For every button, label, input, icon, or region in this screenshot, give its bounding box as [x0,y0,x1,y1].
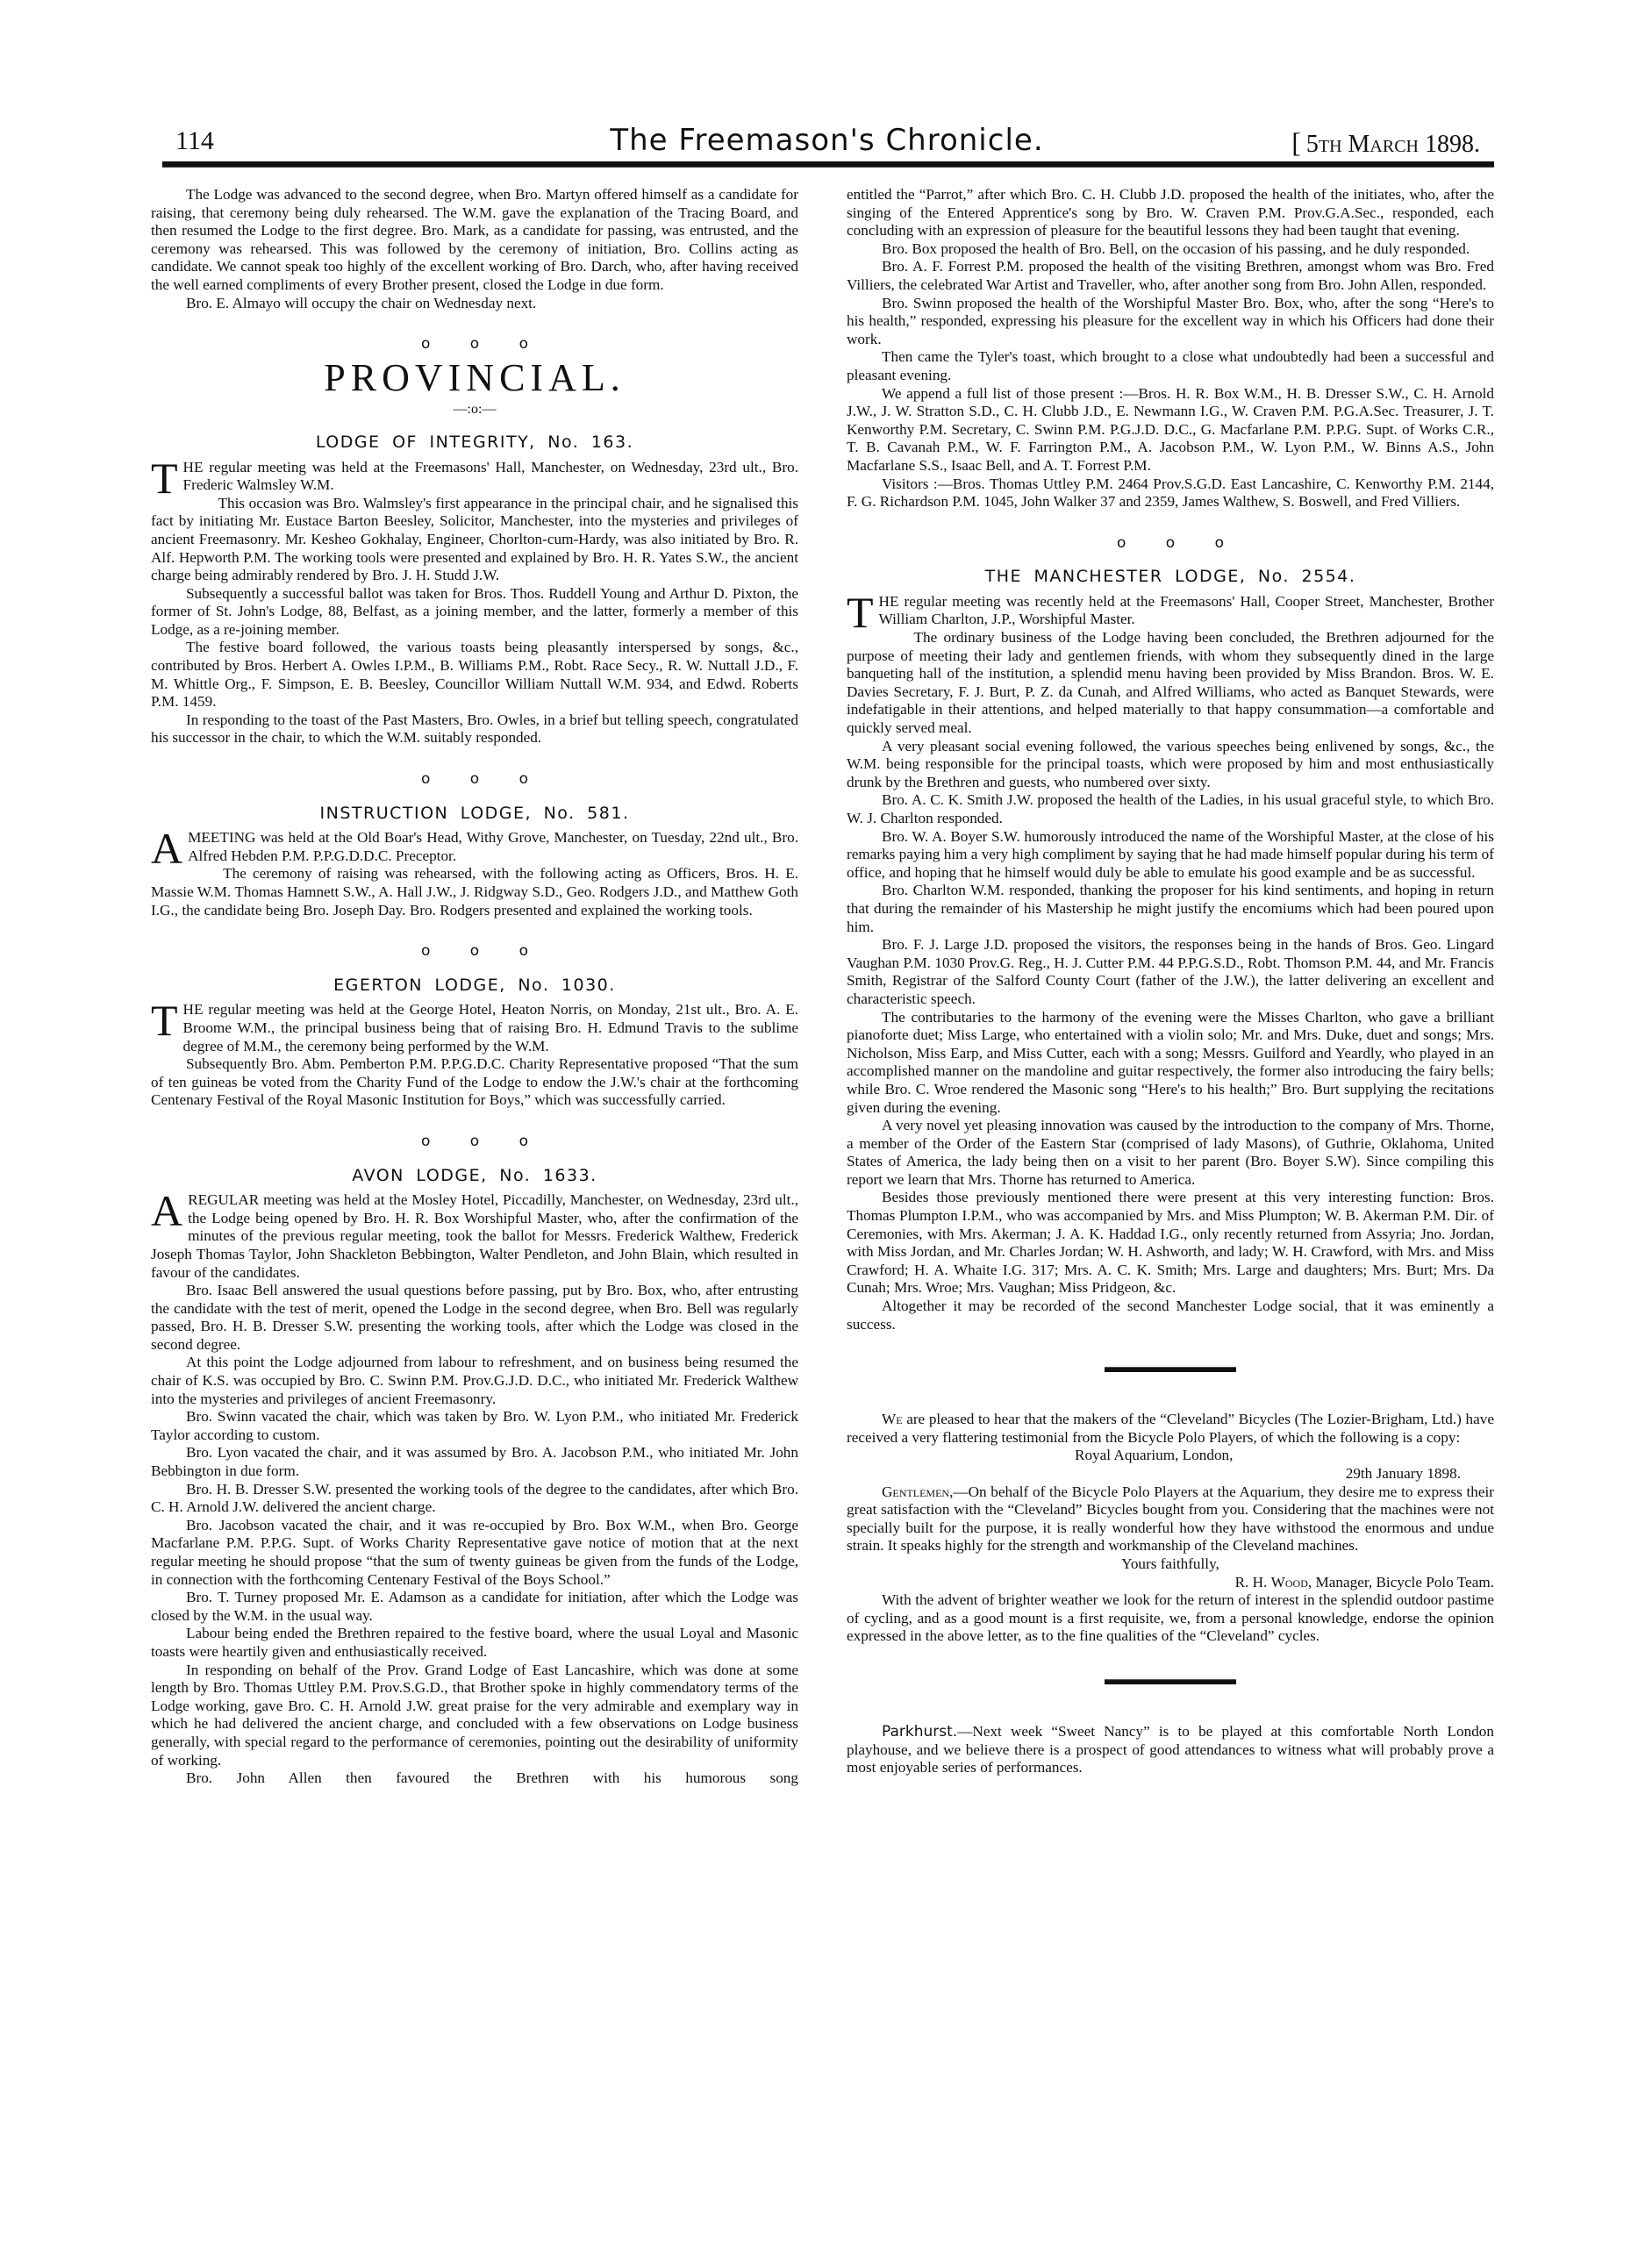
page-number: 114 [175,126,214,155]
paragraph: Bro. Swinn proposed the health of the Worshipful Master Bro. Box, who, after the song “Here's to his health,” responded, expressing his pleasure for the excellent way in which his Officers had done their work. [847,294,1494,347]
paragraph: Subsequently Bro. Abm. Pemberton P.M. P.P.G.D.C. Charity Representative proposed “That the sum of ten guineas be voted from the Charity Fund of the Lodge to endow the J.W.'s chair at the forthcoming Centenary Festival of the Royal Masonic Institution for Boys,” which was successfully carried. [151,1055,798,1109]
paragraph: In responding on behalf of the Prov. Grand Lodge of East Lancashire, which was done at some length by Bro. Thomas Uttley P.M. Prov.S.G.D., that Brother spoke in highly commendatory terms of the Lodge working, gave Bro. C. H. Arnold J.W. great praise for the very admirable and exemplary way in which he had delivered the ancient charge, and concluded with a few observations on Lodge business generally, with special regard to the performance of ceremonies, pointing out the desirability of uniformity of working. [151,1661,798,1769]
section-separator: o o o [420,335,528,354]
paragraph: Besides those previously mentioned there were present at this very interesting function: Bros. Thomas Plumpton I.P.M., who was accompanied by Mrs. and Miss Plumpton; W. B. Akerman P.M. Dir. of Ceremonies, with Mrs. Akerman; J. A. K. Haddad I.G., only recently returned from Assyria; Jno. Jordan, with Miss Jordan, and Mr. Charles Jordan; W. H. Ashworth, and lady; W. H. Crawford, with Mrs. and Miss Crawford; H. A. Whaite I.G. 317; Mrs. A. C. K. Smith; Mrs. Large and daughters; Mrs. Burt; Mrs. Da Cunah; Mrs. Wroe; Mrs. Vaughan; Miss Pridgeon, &c. [847,1189,1494,1297]
section-separator: o o o [420,1132,528,1150]
paragraph: At this point the Lodge adjourned from labour to refreshment, and on business being resumed the chair of K.S. was occupied by Bro. C. Swinn P.M. Prov.G.J.D. D.C., who initiated Mr. Frederick Walthew into the mysteries and privileges of ancient Freemasonry. [151,1354,798,1407]
paragraph: Bro. Charlton W.M. responded, thanking the proposer for his kind sentiments, and hoping in return that during the remainder of his Mastership he might justify the encomiums which had been poured upon him. [847,882,1494,935]
article-lead [151,1186,798,1282]
drop-cap: T [151,996,178,1046]
section-separator: o o o [420,942,528,961]
signature-initials: R. H. [1234,1573,1271,1591]
lead-text: HE regular meeting was held at the George Hotel, Heaton Norris, on Monday, 21st ult., Bro. A. E. Broome W.M., the principal business being that of raising Bro. H. Edmund Travis to the sublime degree of M.M., the ceremony being performed by the W.M. [182,1001,798,1054]
cleveland-intro [847,1411,1494,1447]
lead-smallcaps: We [882,1411,903,1428]
paragraph: Bro. A. F. Forrest P.M. proposed the health of the visiting Brethren, amongst whom was Bro. Fred Villiers, the celebrated War Artist and Traveller, who, after another song from Bro. John Allen, responded. [847,258,1494,293]
masthead-title: The Freemason's Chronicle. [610,123,1044,158]
drop-cap: T [151,453,178,503]
issue-date [1291,126,1480,159]
paragraph: The ordinary business of the Lodge having been concluded, the Brethren adjourned for the purpose of meeting their lady and gentlemen friends, with whom they subsequently dined in the large banqueting hall of the institution, a splendid menu having been provided by Miss Brandon. Bros. W. E. Davies Secretary, F. J. Burt, P. Z. da Cunah, and Alfred Williams, who acted as Banquet Stewards, were indefatigable in their attentions, and helped materially to that happy consummation—a comfortable and quickly served meal. [847,629,1494,737]
article-title-egerton: EGERTON LODGE, No. 1030. [333,975,616,995]
drop-cap: T [847,587,874,637]
letter-address: Royal Aquarium, London, [1075,1447,1234,1464]
section-separator: o o o [420,770,528,789]
paragraph: Bro. Lyon vacated the chair, and it was assumed by Bro. A. Jacobson P.M., who initiated Mr. John Bebbington in due form. [151,1444,798,1480]
paragraph: Then came the Tyler's toast, which brought to a close what undoubtedly had been a successful and pleasant evening. [847,348,1494,383]
parkhurst-text: —Next week “Sweet Nancy” is to be played at this comfortable North London playhouse, and we believe there is a prospect of good attendances to witness what will probably prove a most enjoyable series of performances. [847,1722,1494,1776]
left-column [151,186,798,1788]
date-bracket: [ [1291,126,1301,158]
intro-text: are pleased to hear that the makers of the “Cleveland” Bicycles (The Lozier-Brigham, Ltd.) have received a very flattering testimonial from the Bicycle Polo Players, of which the following is a copy: [847,1411,1494,1446]
article-title-manchester: THE MANCHESTER LODGE, No. 2554. [984,567,1356,587]
drop-cap: A [151,824,183,874]
parkhurst-paragraph [847,1723,1494,1777]
paragraph: A very novel yet pleasing innovation was caused by the introduction to the company of Mrs. Thorne, a member of the Order of the Eastern Star (comprised of lady Masons), of Guthrie, Oklahoma, United States of America, the lady being then on a visit to her parent (Bro. Boyer S.W). Since compiling this report we learn that Mrs. Thorne has returned to America. [847,1117,1494,1188]
lead-text: REGULAR meeting was held at the Mosley Hotel, Piccadilly, Manchester, on Wednesday, 23rd ult., the Lodge being opened by Bro. H. R. Box Worshipful Master, who, after the confirmation of the minutes of the previous regular meeting, took the ballot for Messrs. Frederick Walthew, Frederick Joseph Thomas Taylor, John Shackleton Bebbington, Walter Pendleton, and John Blain, which resulted in favour of the candidates. [151,1191,798,1281]
paragraph: Visitors :—Bros. Thomas Uttley P.M. 2464 Prov.S.G.D. East Lancashire, C. Kenworthy P.M. 2144, F. G. Richardson P.M. 1045, John Walker 37 and 2359, James Walthew, S. Boswell, and Fred Villiers. [847,475,1494,511]
paragraph: Bro. A. C. K. Smith J.W. proposed the health of the Ladies, in his usual graceful style, to which Bro. W. J. Charlton responded. [847,791,1494,826]
section-ornament: —:o:— [453,402,497,418]
paragraph: With the advent of brighter weather we look for the return of interest in the splendid outdoor pastime of cycling, and as a good mount is a first requisite, we, from a personal knowledge, endorse the opinion expressed in the above letter, as to the fine qualities of the “Cleveland” cycles. [847,1591,1494,1645]
paragraph: Bro. Swinn vacated the chair, which was taken by Bro. W. Lyon P.M., who initiated Mr. Frederick Taylor according to custom. [151,1408,798,1443]
lead-text: MEETING was held at the Old Boar's Head, Withy Grove, Manchester, on Tuesday, 22nd ult., Bro. Alfred Hebden P.M. P.P.G.D.D.C. Preceptor. [188,829,798,864]
paragraph: The festive board followed, the various toasts being pleasantly interspersed by songs, &c., contributed by Bros. Herbert A. Owles I.P.M., B. Williams P.M., Robt. Race Secy., R. W. Nuttall J.D., F. M. Whittle Org., F. Simpson, E. B. Beesley, Councillor William Nuttall W.M. 934, and Edwd. Roberts P.M. 1459. [151,639,798,711]
article-lead [151,824,798,874]
letter-date: 29th January 1898. [1345,1465,1461,1482]
lead-text: HE regular meeting was recently held at the Freemasons' Hall, Cooper Street, Manchester, Brother William Charlton, J.P., Worshipful Master. [878,592,1494,628]
paragraph: Labour being ended the Brethren repaired to the festive board, where the usual Loyal and Masonic toasts were heartily given and enthusiastically received. [151,1625,798,1660]
paragraph: A very pleasant social evening followed, the various speeches being enlivened by songs, &c., the W.M. being responsible for the principal toasts, which were proposed by him and most enthusiastically drunk by the Brethren and guests, who numbered over sixty. [847,737,1494,790]
paragraph-continued: entitled the “Parrot,” after which Bro. C. H. Clubb J.D. proposed the health of the initiates, who, after the singing of the Entered Apprentice's song by Bro. W. Craven P.M. Prov.G.A.Sec., responded, each concluding with an expression of pleasure for the beautiful lessons they had been taught that evening. [847,186,1494,239]
article-title-integrity: LODGE OF INTEGRITY, No. 163. [315,432,634,452]
paragraph: The ceremony of raising was rehearsed, with the following acting as Officers, Bros. H. E. Massie W.M. Thomas Hamnett S.W., A. Hall J.W., J. Ridgway S.D., Geo. Rodgers J.D., and Matthew Goth I.G., the candidate being Bro. Joseph Day. Bro. Rodgers presented and explained the working tools. [151,865,798,919]
lead-text: HE regular meeting was held at the Freemasons' Hall, Manchester, on Wednesday, 23rd ult., Bro. Frederic Walmsley W.M. [182,458,798,494]
paragraph: Bro. Jacobson vacated the chair, and it was re-occupied by Bro. Box W.M., when Bro. George Macfarlane P.M. P.P.G. Supt. of Works Charity Representative gave notice of motion that at the next regular meeting he should propose “that the sum of twenty guineas be given from the funds of the Lodge, in connection with the forthcoming Centenary Festival of the Boys School.” [151,1516,798,1588]
paragraph: Bro. Box proposed the health of Bro. Bell, on the occasion of his passing, and he duly responded. [882,239,1470,257]
paragraph: The contributaries to the harmony of the evening were the Misses Charlton, who gave a brilliant pianoforte duet; Miss Large, who entertained with a violin solo; Mr. and Mrs. Duke, duet and songs; Mrs. Nicholson, Miss Earp, and Miss Cutter, each with a song; Messrs. Guilford and Yeardly, who played in an accomplished manner on the mandoline and guitar respectively, the former also introducing the fairy bells; while Bro. C. Wroe rendered the Masonic song “Here's to his health;” Bro. Burt supplying the recitations given during the evening. [847,1008,1494,1116]
paragraph: Subsequently a successful ballot was taken for Bros. Thos. Ruddell Young and Arthur D. Pixton, the former of St. John's Lodge, 88, Belfast, as a joining member, and the latter, formerly a member of this Lodge, as a re-joining member. [151,584,798,638]
paragraph: This occasion was Bro. Walmsley's first appearance in the principal chair, and he signalised this fact by initiating Mr. Eustace Barton Beesley, Solicitor, Manchester, into the mysteries and privileges of ancient Freemasonry. Mr. Kesheo Gokhalay, Engineer, Chorlton-cum-Hardy, was also initiated by Bro. R. Alf. Hepworth P.M. The working tools were presented and explained by Bro. H. R. Yates S.W., the ancient charge being admirably rendered by Bro. J. H. Studd J.W. [151,494,798,584]
paragraph: Altogether it may be recorded of the second Manchester Lodge social, that it was eminently a success. [847,1297,1494,1333]
letter-signature [847,1574,1494,1592]
paragraph: The Lodge was advanced to the second degree, when Bro. Martyn offered himself as a candidate for raising, that ceremony being duly rehearsed. The W.M. gave the explanation of the Tracing Board, and then resumed the Lodge to the first degree. Bro. Mark, as a candidate for passing, was entrusted, and the ceremony was rehearsed. This was followed by the ceremony of initiation, Bro. Collins acting as candidate. We cannot speak too highly of the excellent working of Bro. Darch, who, after having received the well earned compliments of every Brother present, closed the Lodge in due form. [151,186,798,293]
signature-name: Wood [1270,1573,1308,1591]
date-text: 5th March 1898. [1305,131,1480,158]
page-header [158,114,1496,163]
section-separator: o o o [1116,533,1224,552]
article-divider-rule [1105,1679,1236,1684]
paragraph: Bro. John Allen then favoured the Brethren with his humorous song [186,1769,798,1787]
paragraph: We append a full list of those present :—Bros. H. R. Box W.M., H. B. Dresser S.W., C. H. Arnold J.W., J. W. Stratton S.D., C. H. Clubb J.D., E. Newmann I.G., W. Craven P.M. P.G.A.Sec. Treasurer, J. T. Kenworthy P.M. Secretary, C. Swinn P.M. P.G.J.D. D.C., G. Macfarlane P.M. P.P.G. Supt. of Works C.R., T. B. Cavanah P.M., W. F. Farrington P.M., A. Jacobson P.M., W. Lyon P.M., W. Binns A.S., John Macfarlane S.S., Isaac Bell, and A. T. Forrest P.M. [847,384,1494,474]
letter-body-text: —On behalf of the Bicycle Polo Players at the Aquarium, they desire me to express their great satisfaction with the “Cleveland” Bicycles bought from you. Considering that the machines were not specially built for the purpose, it is really wonderful how they have withstood the enormous and undue strain. It speaks highly for the strength and workmanship of the Cleveland machines. [847,1483,1494,1555]
letter-closing: Yours faithfully, [1121,1555,1219,1572]
letter-body [847,1483,1494,1555]
article-title-avon: AVON LODGE, No. 1633. [352,1165,597,1185]
paragraph: Bro. Isaac Bell answered the usual questions before passing, put by Bro. Box, who, after entrusting the candidate with the test of merit, opened the Lodge in the second degree, when Bro. Bell was regularly passed, Bro. H. B. Dresser S.W. presenting the working tools, after which the Lodge was closed in the second degree. [151,1282,798,1353]
article-lead [151,453,798,503]
paragraph: Bro. H. B. Dresser S.W. presented the working tools of the degree to the candidates, after which Bro. C. H. Arnold J.W. delivered the ancient charge. [151,1480,798,1516]
article-divider-rule [1105,1367,1236,1372]
paragraph: In responding to the toast of the Past Masters, Bro. Owles, in a brief but telling speech, congratulated his successor in the chair, to which the W.M. suitably responded. [151,711,798,747]
article-lead [847,587,1494,637]
salutation: Gentlemen, [882,1483,954,1500]
right-column [847,186,1494,1777]
signature-title: , Manager, Bicycle Polo Team. [1307,1573,1494,1591]
section-title-provincial: PROVINCIAL. [324,355,626,399]
article-title-instruction: INSTRUCTION LODGE, No. 581. [319,803,630,823]
parkhurst-lead: Parkhurst. [882,1722,958,1741]
paragraph: Bro. T. Turney proposed Mr. E. Adamson as a candidate for initiation, after which the Lodge was closed by the W.M. in the usual way. [151,1589,798,1624]
drop-cap: A [151,1186,183,1236]
article-lead [151,996,798,1055]
paragraph: Bro. E. Almayo will occupy the chair on Wednesday next. [186,294,537,311]
header-rule [162,161,1494,168]
paragraph: Bro. F. J. Large J.D. proposed the visitors, the responses being in the hands of Bros. Geo. Lingard Vaughan P.M. 1030 Prov.G. Reg., H. J. Cutter P.M. 44 P.P.G.S.D., Robt. Thomson P.M. 44, and Mr. Francis Smith, Registrar of the Salford County Court (father of the J.W.), the latter delivering an excellent and characteristic speech. [847,936,1494,1007]
paragraph: Bro. W. A. Boyer S.W. humorously introduced the name of the Worshipful Master, at the close of his remarks paying him a very high compliment by saying that he had made himself popular during his term of office, and hoping that he himself would duly be able to emulate his good example and be as successful. [847,827,1494,881]
